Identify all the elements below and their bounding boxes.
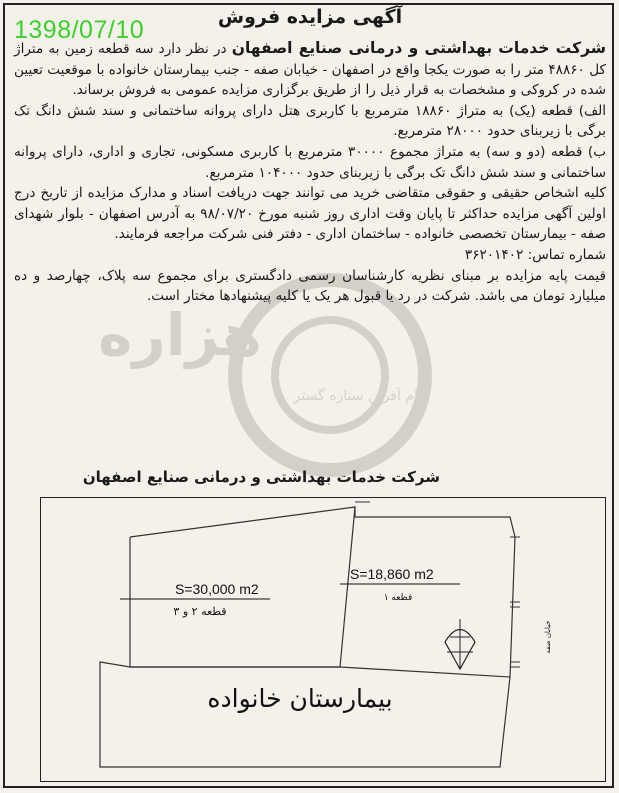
- paragraph-plot-b: ب) قطعه (دو و سه) به متراژ مجموع ۳۰۰۰۰ مترمربع با کاربری مسکونی، تجاری و اداری، دارای پروانه ساختمانی و سند شش دانگ تک برگی با زیربنای حدود ۱۰۴۰۰۰ مترمربع.: [14, 143, 607, 181]
- plot-a-label: قطعه ۲ و ۳: [173, 605, 227, 618]
- plot-b-label: قطعه ۱: [383, 593, 413, 603]
- paragraph-intro: شرکت خدمات بهداشتی و درمانی صنایع اصفهان در نظر دارد سه قطعه زمین به متراژ کل ۴۸۸۶۰ متر را به صورت یکجا واقع در اصفهان - خیابان صفه - جنب بیمارستان خانواده با موقعیت تعیین شده در کروکی و مشخصات به قرار ذیل را از طریق برگزاری مزایده عمومی به فروش برساند.: [14, 39, 606, 99]
- hospital-label: بیمارستان خانواده: [207, 684, 393, 713]
- company-name: شرکت خدمات بهداشتی و درمانی صنایع اصفهان: [231, 39, 606, 57]
- watermark-text: هزاره: [98, 301, 262, 369]
- plot-b-area: S=18,860 m2: [350, 566, 434, 582]
- contact-number: شماره تماس: ۳۶۲۰۱۴۰۲: [464, 246, 606, 263]
- ad-body: [14, 38, 606, 307]
- paragraph-documents: کلیه اشخاص حقیقی و حقوقی متقاضی خرید می توانند جهت دریافت اسناد و مدارک مزایده از تاریخ درج اولین آگهی مزایده حداکثر تا پایان وقت اداری روز شنبه مورخ ۹۸/۰۷/۲۰ به آدرس اصفهان - بلوار شهدای صفه - بیمارستان تخصصی خانواده - ساختمان اداری - دفتر فنی شرکت مراجعه فرمایند.: [14, 185, 607, 243]
- date-stamp: 1398/07/10: [14, 16, 145, 44]
- site-map: [40, 497, 606, 782]
- road-label: خیابان صفه: [544, 620, 552, 654]
- plot-a-area: S=30,000 m2: [175, 581, 259, 597]
- paragraph-plot-a: الف) قطعه (یک) به متراژ ۱۸۸۶۰ مترمربع با کاربری هتل دارای پروانه ساختمانی و سند شش دانگ تک برگی با زیربنای حدود ۲۸۰۰۰ مترمربع.: [14, 102, 606, 140]
- ad-title: آگهی مزایده فروش: [217, 6, 403, 28]
- footer-company: شرکت خدمات بهداشتی و درمانی صنایع اصفهان: [82, 468, 440, 486]
- watermark-subtext: پیام آفرین ستاره گستر: [293, 388, 427, 404]
- paragraph-base-price: قیمت پایه مزایده بر مبنای نظریه کارشناسان رسمی دادگستری برای مجموع سه پلاک، چهارصد و ده میلیارد تومان می باشد. شرکت در رد یا قبول هر یک یا کلیه پیشنهادها مختار است.: [14, 267, 606, 305]
